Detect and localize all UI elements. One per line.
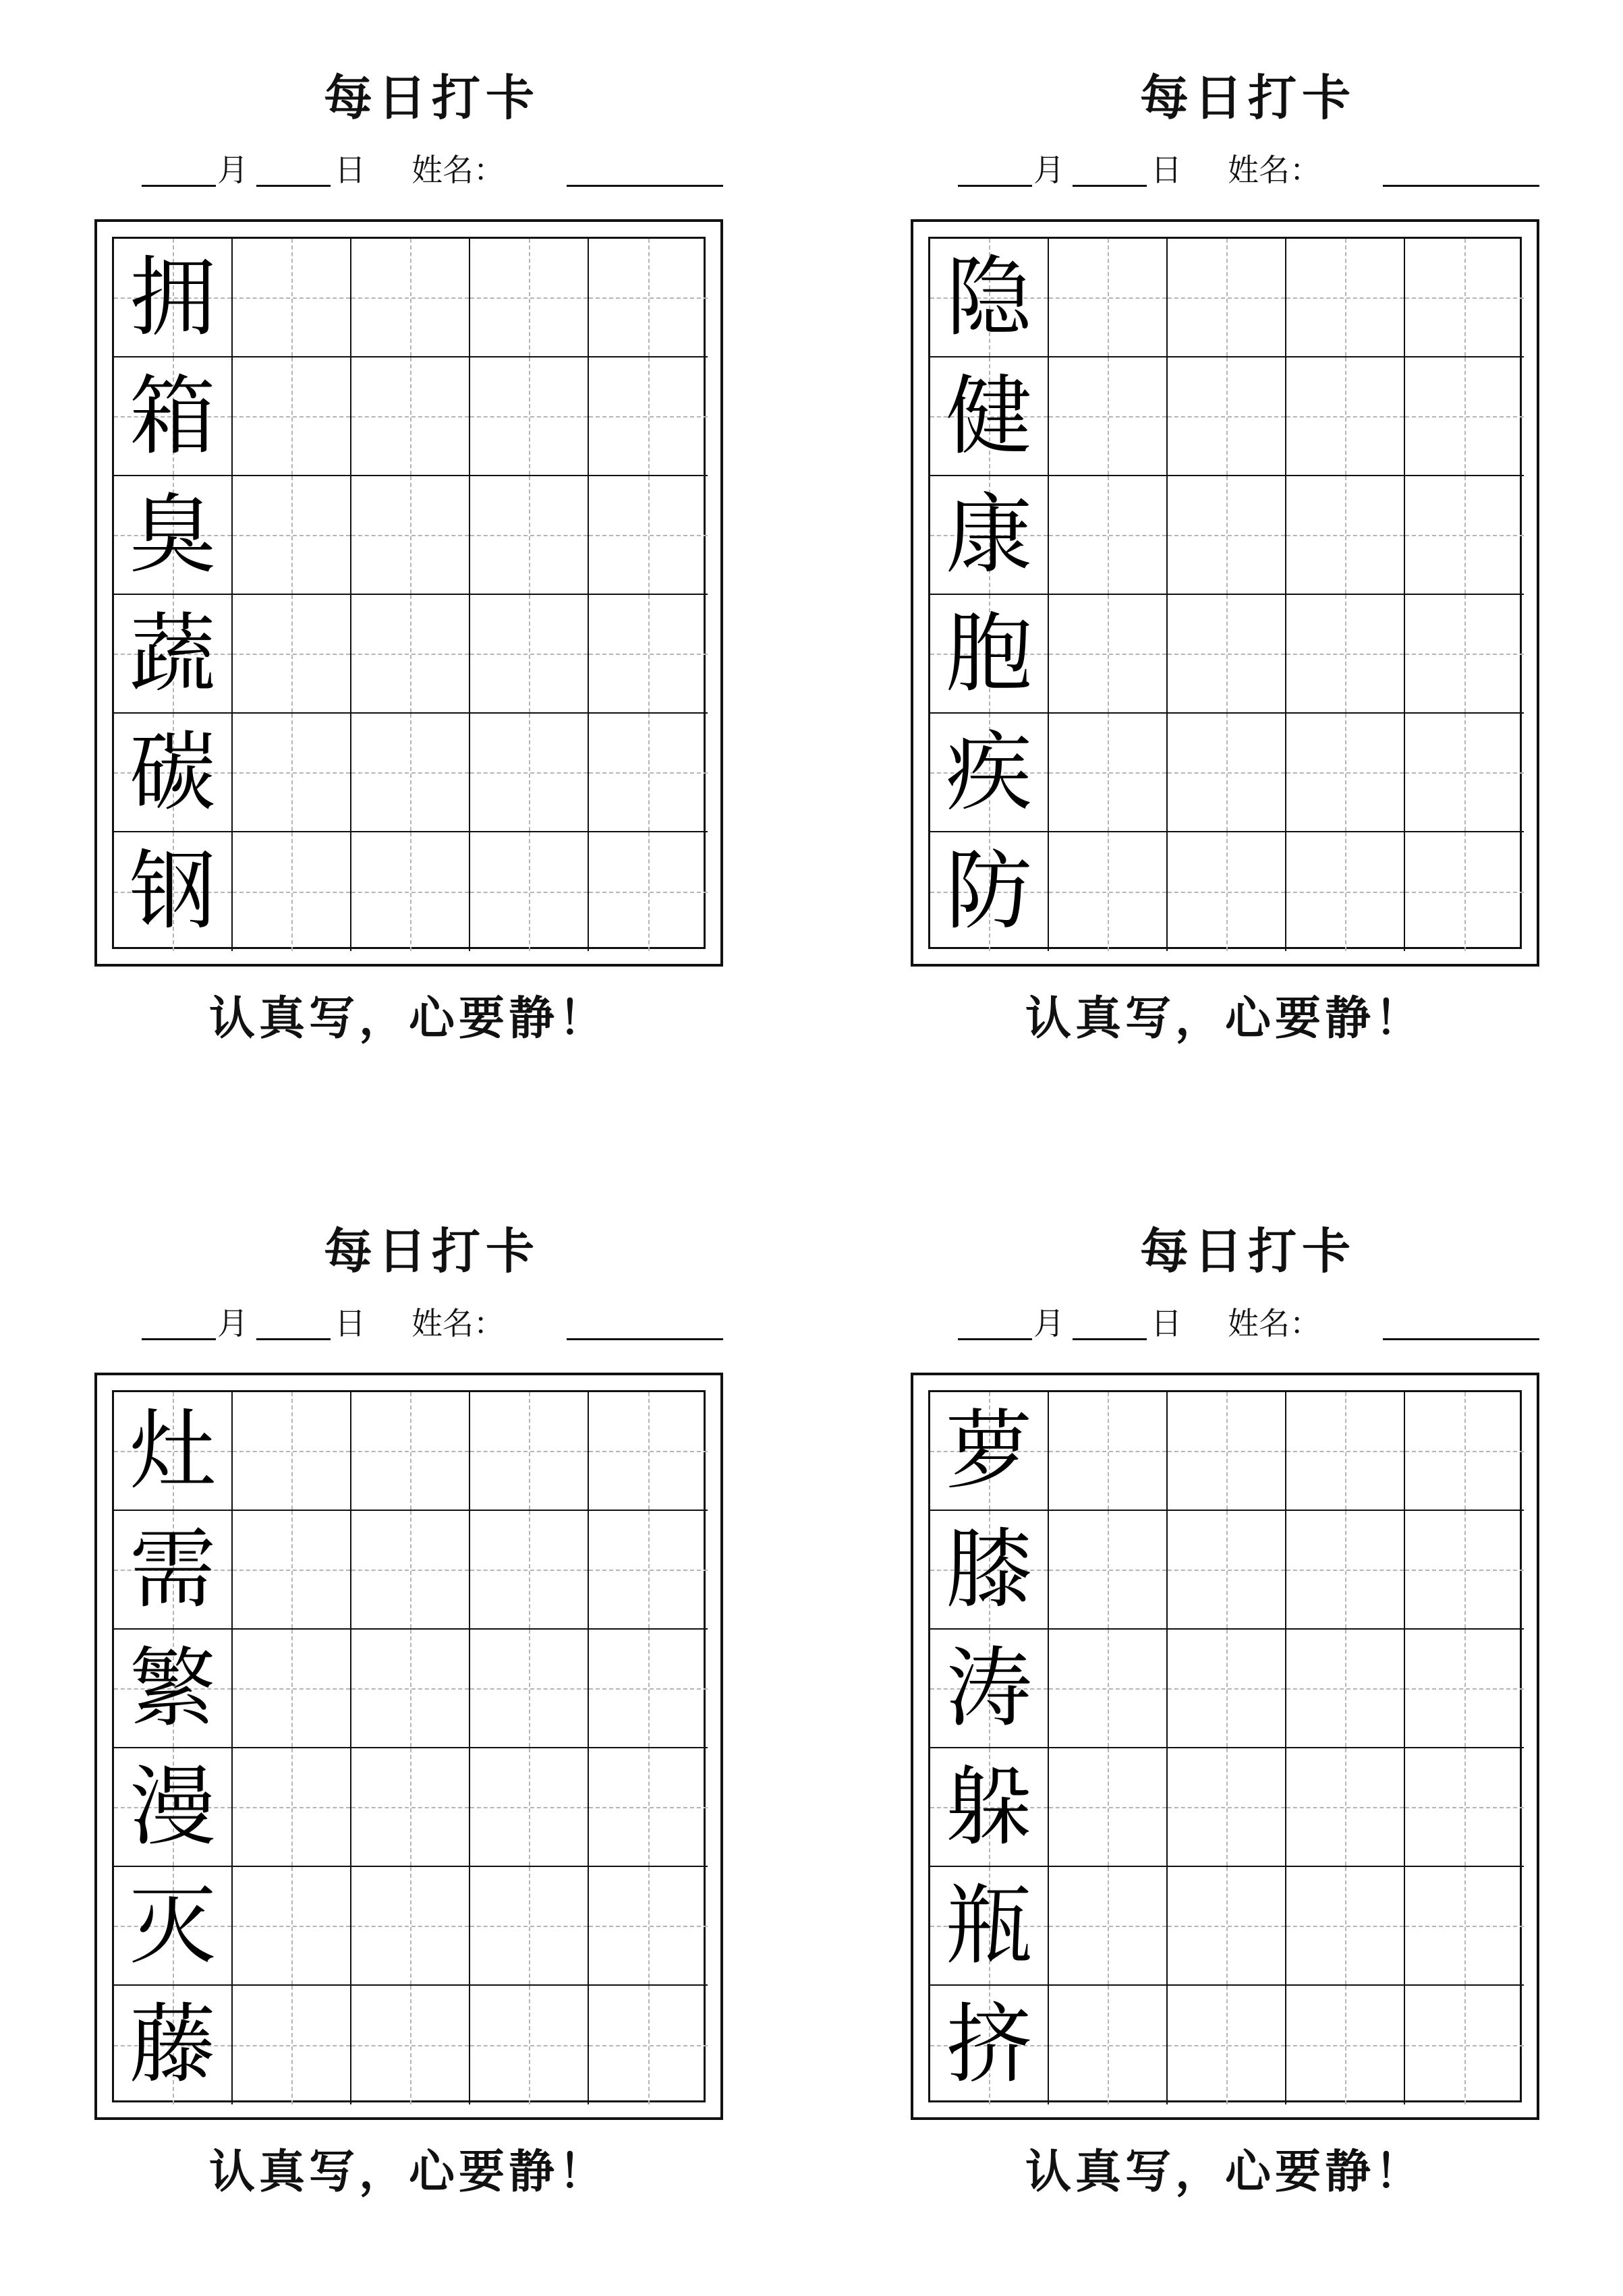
model-character-cell <box>930 1986 1049 2104</box>
model-character: 萝 <box>945 1401 1032 1501</box>
writing-cell[interactable] <box>1405 1630 1524 1748</box>
model-character-cell <box>114 832 233 951</box>
writing-cell[interactable] <box>351 595 470 714</box>
day-blank-line[interactable] <box>1073 185 1147 187</box>
writing-cell[interactable] <box>589 1986 708 2104</box>
month-blank-line[interactable] <box>142 1338 216 1340</box>
name-blank-line[interactable] <box>1383 185 1539 187</box>
writing-cell[interactable] <box>589 714 708 832</box>
model-character-cell <box>930 832 1049 951</box>
writing-cell[interactable] <box>233 832 351 951</box>
model-character: 躲 <box>945 1757 1032 1858</box>
model-character: 健 <box>945 366 1032 467</box>
writing-cell[interactable] <box>1286 357 1405 476</box>
model-character: 臭 <box>129 485 216 585</box>
writing-cell[interactable] <box>233 239 351 357</box>
writing-cell[interactable] <box>1049 1511 1168 1630</box>
writing-cell[interactable] <box>233 1748 351 1867</box>
practice-grid <box>112 237 706 949</box>
sheet-slogan: 认真写，心要静！ <box>1025 2145 1425 2199</box>
sheet-slogan: 认真写，心要静！ <box>208 992 608 1045</box>
writing-cell[interactable] <box>589 1392 708 1511</box>
sheet-meta-row <box>911 148 1585 192</box>
practice-sheet <box>911 0 1585 1079</box>
writing-cell[interactable] <box>470 357 589 476</box>
model-character: 箱 <box>129 366 216 467</box>
sheet-meta-row <box>94 148 769 192</box>
month-label: 月 <box>217 1305 248 1342</box>
writing-cell[interactable] <box>1049 1392 1168 1511</box>
model-character: 碳 <box>129 722 216 823</box>
name-label: 姓名： <box>411 152 505 188</box>
writing-cell[interactable] <box>1286 1867 1405 1986</box>
writing-cell[interactable] <box>233 1392 351 1511</box>
writing-cell[interactable] <box>1286 1748 1405 1867</box>
writing-cell[interactable] <box>1168 1986 1286 2104</box>
model-character: 蔬 <box>129 604 216 704</box>
writing-cell[interactable] <box>1049 595 1168 714</box>
writing-cell[interactable] <box>470 1867 589 1986</box>
name-label: 姓名： <box>1228 1305 1321 1342</box>
model-character: 胞 <box>945 604 1032 704</box>
day-blank-line[interactable] <box>256 1338 331 1340</box>
writing-cell[interactable] <box>351 357 470 476</box>
model-character-cell <box>114 1511 233 1630</box>
model-character: 灶 <box>129 1401 216 1501</box>
writing-cell[interactable] <box>233 1630 351 1748</box>
writing-cell[interactable] <box>589 1630 708 1748</box>
writing-cell[interactable] <box>351 476 470 595</box>
writing-cell[interactable] <box>1405 1986 1524 2104</box>
model-character-cell <box>930 1392 1049 1511</box>
writing-cell[interactable] <box>1286 1392 1405 1511</box>
day-blank-line[interactable] <box>1073 1338 1147 1340</box>
sheet-title: 每日打卡 <box>1139 1222 1356 1280</box>
model-character-cell <box>930 1867 1049 1986</box>
writing-cell[interactable] <box>351 1630 470 1748</box>
model-character: 漫 <box>129 1757 216 1858</box>
writing-cell[interactable] <box>351 1748 470 1867</box>
writing-cell[interactable] <box>1168 1867 1286 1986</box>
model-character-cell <box>930 1748 1049 1867</box>
writing-cell[interactable] <box>351 239 470 357</box>
writing-cell[interactable] <box>1049 1867 1168 1986</box>
writing-cell[interactable] <box>351 1867 470 1986</box>
month-label: 月 <box>1033 152 1064 188</box>
writing-cell[interactable] <box>351 714 470 832</box>
writing-cell[interactable] <box>470 1392 589 1511</box>
writing-cell[interactable] <box>1405 595 1524 714</box>
writing-cell[interactable] <box>470 1748 589 1867</box>
practice-grid <box>928 1390 1522 2102</box>
name-label: 姓名： <box>411 1305 505 1342</box>
model-character-cell <box>930 595 1049 714</box>
day-label: 日 <box>335 1305 366 1342</box>
writing-cell[interactable] <box>470 595 589 714</box>
writing-cell[interactable] <box>1168 357 1286 476</box>
month-label: 月 <box>1033 1305 1064 1342</box>
writing-cell[interactable] <box>1168 714 1286 832</box>
sheet-meta-row <box>94 1302 769 1345</box>
writing-cell[interactable] <box>233 1986 351 2104</box>
writing-cell[interactable] <box>1286 476 1405 595</box>
model-character-cell <box>114 595 233 714</box>
writing-cell[interactable] <box>1405 1867 1524 1986</box>
day-blank-line[interactable] <box>256 185 331 187</box>
writing-cell[interactable] <box>1168 1511 1286 1630</box>
model-character-cell <box>114 1748 233 1867</box>
model-character-cell <box>930 357 1049 476</box>
writing-cell[interactable] <box>1405 476 1524 595</box>
writing-cell[interactable] <box>470 1630 589 1748</box>
writing-cell[interactable] <box>1286 1630 1405 1748</box>
writing-cell[interactable] <box>1168 1630 1286 1748</box>
name-blank-line[interactable] <box>567 185 723 187</box>
model-character: 防 <box>945 841 1032 942</box>
writing-cell[interactable] <box>470 1511 589 1630</box>
day-label: 日 <box>335 152 366 188</box>
writing-cell[interactable] <box>1049 476 1168 595</box>
model-character: 钢 <box>129 841 216 942</box>
writing-cell[interactable] <box>589 476 708 595</box>
writing-cell[interactable] <box>1405 1392 1524 1511</box>
model-character-cell <box>114 1867 233 1986</box>
sheet-title: 每日打卡 <box>1139 69 1356 126</box>
practice-sheet <box>911 1153 1585 2233</box>
writing-cell[interactable] <box>470 714 589 832</box>
writing-cell[interactable] <box>1168 239 1286 357</box>
writing-cell[interactable] <box>1286 595 1405 714</box>
writing-cell[interactable] <box>351 832 470 951</box>
model-character: 需 <box>129 1520 216 1620</box>
writing-cell[interactable] <box>1049 357 1168 476</box>
practice-grid <box>112 1390 706 2102</box>
name-label: 姓名： <box>1228 152 1321 188</box>
practice-frame <box>911 1373 1539 2120</box>
writing-cell[interactable] <box>470 832 589 951</box>
practice-sheet <box>94 1153 769 2233</box>
model-character-cell <box>114 357 233 476</box>
day-label: 日 <box>1151 152 1182 188</box>
model-character-cell <box>114 1986 233 2104</box>
model-character-cell <box>114 714 233 832</box>
writing-cell[interactable] <box>233 714 351 832</box>
writing-cell[interactable] <box>233 1867 351 1986</box>
model-character: 拥 <box>129 248 216 348</box>
writing-cell[interactable] <box>1286 714 1405 832</box>
writing-cell[interactable] <box>1168 1748 1286 1867</box>
writing-cell[interactable] <box>589 1867 708 1986</box>
model-character-cell <box>930 1630 1049 1748</box>
writing-cell[interactable] <box>233 357 351 476</box>
writing-cell[interactable] <box>1168 476 1286 595</box>
writing-cell[interactable] <box>1286 1511 1405 1630</box>
practice-frame <box>911 219 1539 967</box>
model-character: 疾 <box>945 722 1032 823</box>
writing-cell[interactable] <box>233 476 351 595</box>
writing-cell[interactable] <box>1168 595 1286 714</box>
practice-frame <box>94 1373 723 2120</box>
model-character: 膝 <box>945 1520 1032 1620</box>
month-blank-line[interactable] <box>958 185 1032 187</box>
month-label: 月 <box>217 152 248 188</box>
model-character: 瓶 <box>945 1876 1032 1976</box>
writing-cell[interactable] <box>1405 1511 1524 1630</box>
writing-cell[interactable] <box>589 832 708 951</box>
writing-cell[interactable] <box>1405 357 1524 476</box>
writing-cell[interactable] <box>1405 714 1524 832</box>
writing-cell[interactable] <box>233 1511 351 1630</box>
writing-cell[interactable] <box>1405 239 1524 357</box>
model-character-cell <box>114 476 233 595</box>
model-character: 藤 <box>129 1994 216 2095</box>
writing-cell[interactable] <box>1405 1748 1524 1867</box>
model-character: 繁 <box>129 1638 216 1739</box>
writing-cell[interactable] <box>589 1748 708 1867</box>
model-character-cell <box>930 1511 1049 1630</box>
practice-grid <box>928 237 1522 949</box>
writing-cell[interactable] <box>351 1986 470 2104</box>
writing-cell[interactable] <box>1049 239 1168 357</box>
practice-sheet <box>94 0 769 1079</box>
writing-cell[interactable] <box>1405 832 1524 951</box>
sheet-slogan: 认真写，心要静！ <box>208 2145 608 2199</box>
writing-cell[interactable] <box>351 1392 470 1511</box>
model-character-cell <box>930 714 1049 832</box>
writing-cell[interactable] <box>1168 832 1286 951</box>
writing-cell[interactable] <box>470 239 589 357</box>
writing-cell[interactable] <box>1049 1986 1168 2104</box>
model-character-cell <box>114 1392 233 1511</box>
practice-frame <box>94 219 723 967</box>
writing-cell[interactable] <box>1049 832 1168 951</box>
writing-cell[interactable] <box>470 476 589 595</box>
writing-cell[interactable] <box>589 239 708 357</box>
model-character-cell <box>114 239 233 357</box>
model-character-cell <box>114 1630 233 1748</box>
month-blank-line[interactable] <box>142 185 216 187</box>
writing-cell[interactable] <box>1049 1630 1168 1748</box>
writing-cell[interactable] <box>589 1511 708 1630</box>
writing-cell[interactable] <box>1286 239 1405 357</box>
writing-cell[interactable] <box>351 1511 470 1630</box>
writing-cell[interactable] <box>1049 714 1168 832</box>
writing-cell[interactable] <box>470 1986 589 2104</box>
sheet-slogan: 认真写，心要静！ <box>1025 992 1425 1045</box>
writing-cell[interactable] <box>1286 1986 1405 2104</box>
sheet-meta-row <box>911 1302 1585 1345</box>
name-blank-line[interactable] <box>567 1338 723 1340</box>
sheet-title: 每日打卡 <box>323 69 540 126</box>
writing-cell[interactable] <box>1286 832 1405 951</box>
model-character: 涛 <box>945 1638 1032 1739</box>
writing-cell[interactable] <box>589 595 708 714</box>
model-character: 灭 <box>129 1876 216 1976</box>
writing-cell[interactable] <box>1049 1748 1168 1867</box>
model-character-cell <box>930 476 1049 595</box>
model-character: 挤 <box>945 1994 1032 2095</box>
sheet-title: 每日打卡 <box>323 1222 540 1280</box>
model-character: 康 <box>945 485 1032 585</box>
model-character-cell <box>930 239 1049 357</box>
month-blank-line[interactable] <box>958 1338 1032 1340</box>
day-label: 日 <box>1151 1305 1182 1342</box>
writing-cell[interactable] <box>1168 1392 1286 1511</box>
model-character: 隐 <box>945 248 1032 348</box>
name-blank-line[interactable] <box>1383 1338 1539 1340</box>
writing-cell[interactable] <box>589 357 708 476</box>
writing-cell[interactable] <box>233 595 351 714</box>
